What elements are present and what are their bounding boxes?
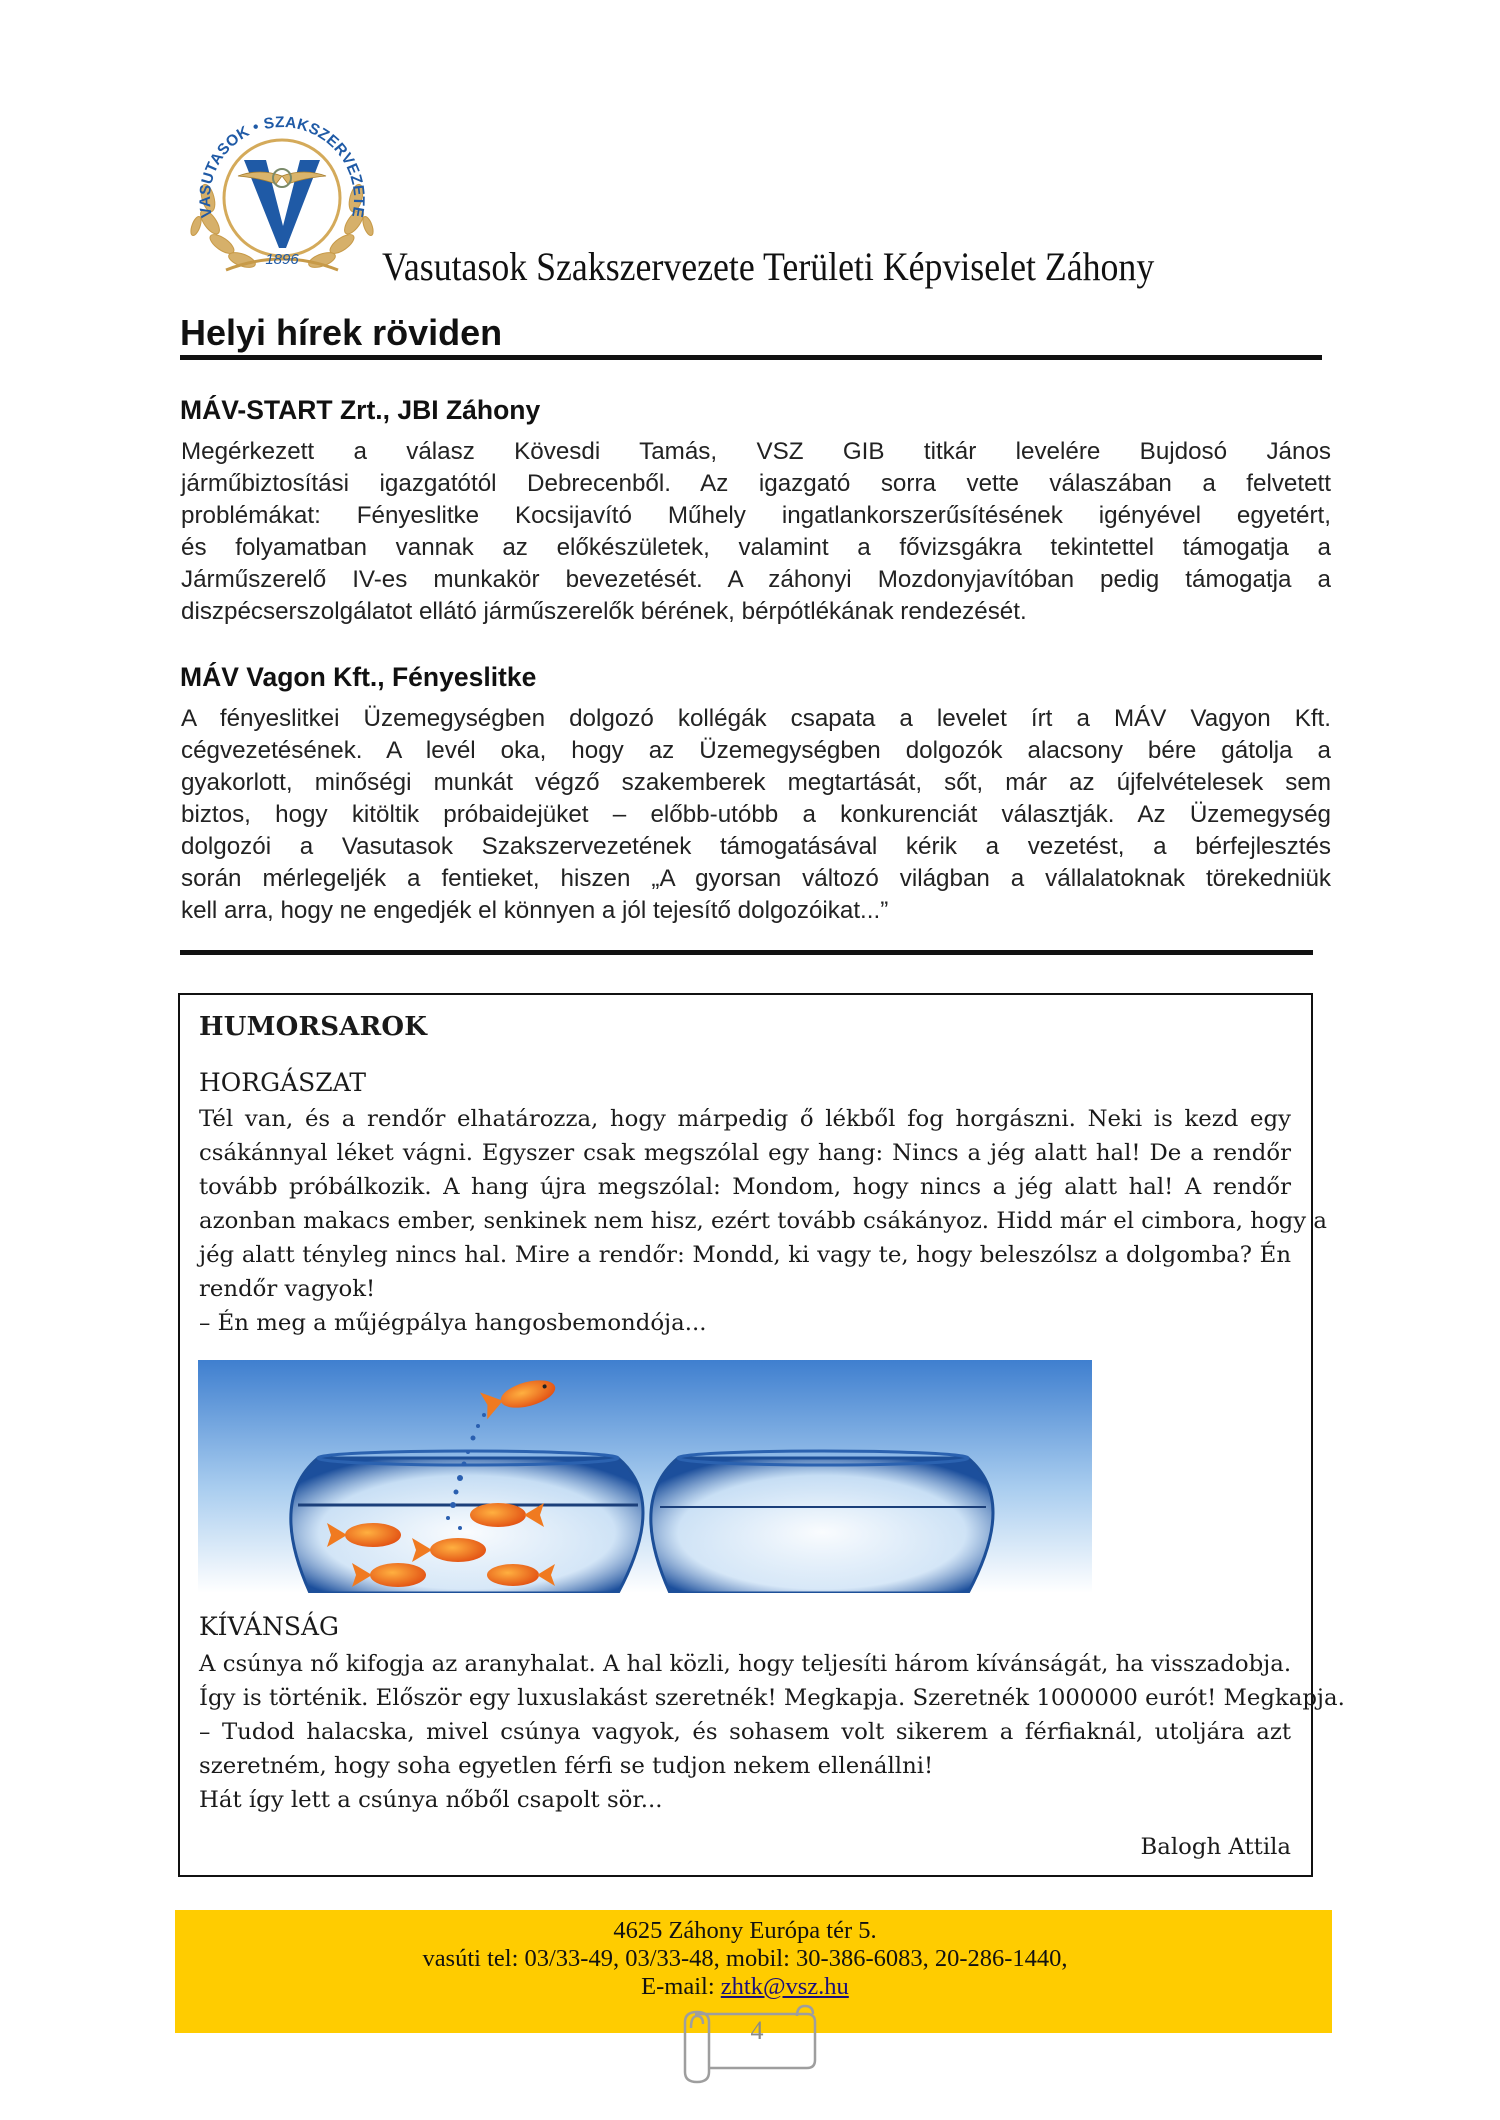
text-line: biztos, hogy kitöltik próbaidejüket – előbb-utóbb a konkurenciát választják. Az Üzemegység	[181, 801, 1331, 828]
section-heading: Helyi hírek röviden	[180, 312, 503, 353]
author-signature: Balogh Attila	[1140, 1834, 1291, 1860]
logo-arc-text: VASUTASOK • SZAKSZERVEZETE	[196, 114, 368, 219]
text-line: tovább próbálkozik. A hang újra megszólal: Mondom, hogy nincs a jég alatt hal! A rendőr	[199, 1174, 1291, 1200]
text-line: cégvezetésének. A levél oka, hogy az Üzemegységben dolgozók alacsony bére gátolja a	[181, 737, 1331, 764]
organization-title: Vasutasok Szakszervezete Területi Képviselet Záhony	[382, 244, 1155, 289]
text-line: Tél van, és a rendőr elhatározza, hogy márpedig ő lékből fog horgászni. Neki is kezd egy	[199, 1106, 1291, 1132]
page-number: 4	[750, 2016, 764, 2045]
joke-body	[199, 1647, 1345, 1817]
text-line: jég alatt tényleg nincs hal. Mire a rendőr: Mondd, ki vagy te, hogy beleszólsz a dolgomba? Én	[199, 1242, 1291, 1268]
union-emblem-icon	[186, 98, 378, 280]
text-line: diszpécserszolgálatot ellátó járműszerelők bérének, bérpótlékának rendezését.	[181, 598, 1027, 625]
text-line: járműbiztosítási igazgatótól Debrecenből. Az igazgató sorra vette válaszában a felvetett	[181, 470, 1331, 497]
news-item-body	[181, 436, 1331, 628]
text-line: kell arra, hogy ne engedjék el könnyen a jól tejesítő dolgozóikat...”	[181, 897, 889, 924]
text-line: – Én meg a műjégpálya hangosbemondója...	[199, 1310, 707, 1336]
text-line: és folyamatban vannak az előkészületek, valamint a fővizsgákra tekintettel támogatja a	[181, 534, 1331, 561]
news-item-title: MÁV Vagon Kft., Fényeslitke	[180, 662, 537, 692]
text-line: gyakorlott, minőségi munkát végző szakemberek megtartását, sőt, már az újfelvételesek sem	[181, 769, 1331, 796]
footer-email-label: E-mail:	[641, 1973, 721, 2000]
text-line: dolgozói a Vasutasok Szakszervezetének támogatásával kérik a vezetést, a bérfejlesztés	[181, 833, 1331, 860]
text-line: problémákat: Fényeslitke Kocsijavító Műhely ingatlankorszerűsítésének igényével egyetért,	[181, 502, 1331, 529]
heading-underline	[180, 355, 1322, 360]
text-line: A csúnya nő kifogja az aranyhalat. A hal közli, hogy teljesíti három kívánságát, ha visszadobja.	[199, 1651, 1292, 1677]
humor-heading: HUMORSAROK	[199, 1012, 428, 1042]
text-line: Járműszerelő IV-es munkakör bevezetését. A záhonyi Mozdonyjavítóban pedig támogatja a	[181, 566, 1331, 593]
joke-title: HORGÁSZAT	[199, 1068, 367, 1097]
text-line: során mérlegeljék a fentieket, hiszen „A gyorsan változó világban a vállalatoknak törekedniük	[181, 865, 1331, 892]
text-line: szeretném, hogy soha egyetlen férfi se tudjon nekem ellenállni!	[199, 1753, 934, 1779]
footer-phones: vasúti tel: 03/33-49, 03/33-48, mobil: 30-386-6083, 20-286-1440,	[422, 1945, 1068, 1972]
footer-email-line	[175, 1973, 1315, 2001]
footer-address: 4625 Záhony Európa tér 5.	[613, 1917, 877, 1944]
text-line: csákánnyal léket vágni. Egyszer csak megszólal egy hang: Nincs a jég alatt hal! De a rendőr	[199, 1140, 1291, 1166]
text-line: Megérkezett a válasz Kövesdi Tamás, VSZ GIB titkár levelére Bujdosó János	[181, 438, 1331, 465]
text-line: A fényeslitkei Üzemegységben dolgozó kollégák csapata a levelet írt a MÁV Vagyon Kft.	[181, 705, 1331, 732]
news-item-title: MÁV-START Zrt., JBI Záhony	[180, 395, 541, 425]
svg-text:1896: 1896	[265, 251, 299, 268]
joke-title: KÍVÁNSÁG	[199, 1612, 339, 1641]
text-line: Hát így lett a csúnya nőből csapolt sör...	[199, 1787, 663, 1813]
text-line: Így is történik. Először egy luxuslakást szeretnék! Megkapja. Szeretnék 1000000 eurót! Megkapja.	[199, 1685, 1345, 1711]
text-line: rendőr vagyok!	[199, 1276, 376, 1302]
joke-body	[199, 1102, 1327, 1340]
text-line: azonban makacs ember, senkinek nem hisz, ezért tovább csákányoz. Hidd már el cimbora, hogy a	[199, 1208, 1327, 1234]
section-divider	[180, 950, 1313, 955]
email-link[interactable]: zhtk@vsz.hu	[720, 1973, 849, 2000]
news-item-body	[181, 703, 1331, 927]
text-line: – Tudod halacska, mivel csúnya vagyok, és sohasem volt sikerem a férfiaknál, utoljára azt	[199, 1719, 1291, 1745]
goldfish-jumping-image	[198, 1360, 1092, 1593]
